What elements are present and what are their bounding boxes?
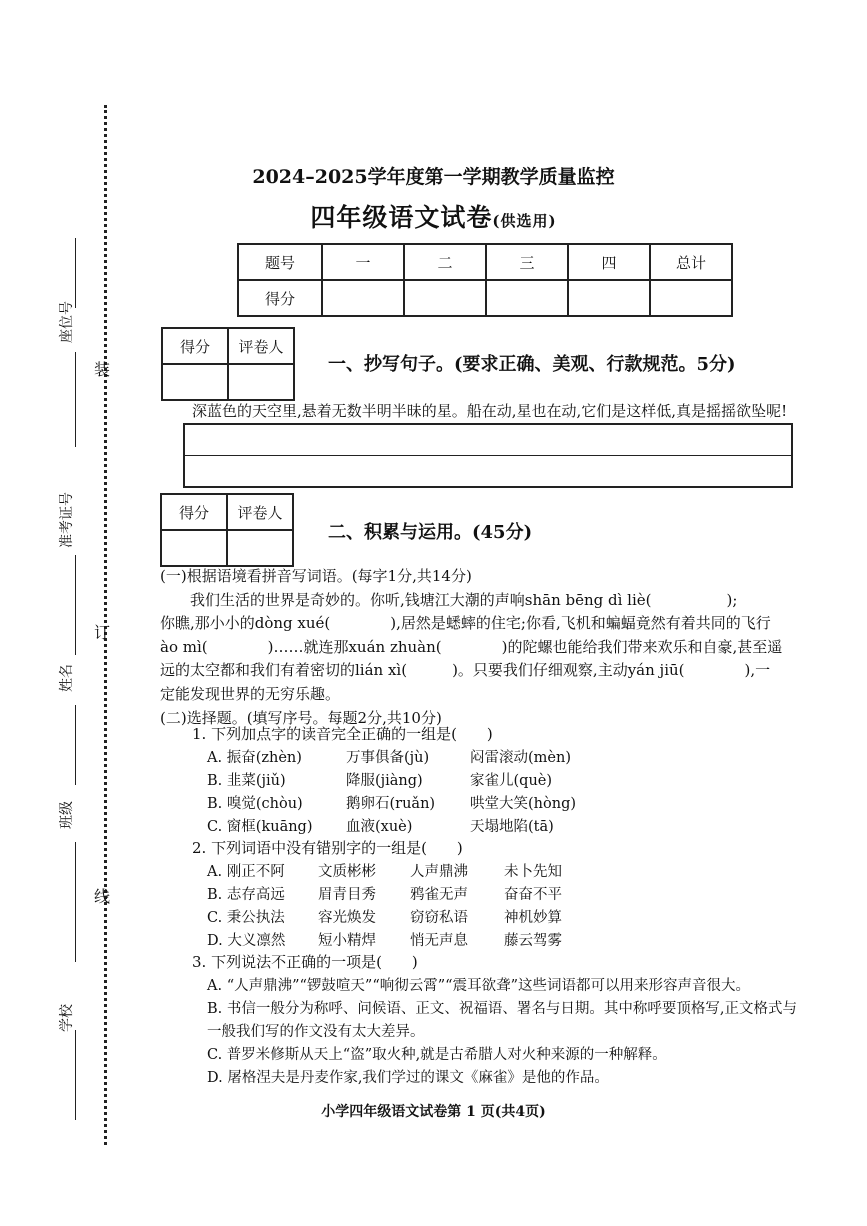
q2-option: 短小精焊 (318, 933, 376, 949)
q2-option: D. 大义凛然 (207, 933, 286, 949)
q1-option: 哄堂大笑(hòng) (470, 796, 577, 812)
part1-line: ào mì( )……就连那xuán zhuàn( )的陀螺也能给我们带来欢乐和自豪,甚至遥 (160, 637, 783, 656)
score-table-value-row (238, 280, 732, 316)
q3-option: A. “人声鼎沸”“锣鼓喧天”“响彻云霄”“震耳欲聋”这些词语都可以用来形容声音很大。 (207, 978, 750, 994)
q1-option: C. 窗框(kuāng) (207, 819, 313, 835)
part1-title: (一)根据语境看拼音写词语。(每字1分,共14分) (160, 567, 472, 585)
page-footer: 小学四年级语文试卷第 1 页(共4页) (321, 1104, 546, 1120)
q2-option: 藤云驾雾 (504, 933, 562, 949)
score-input-q4[interactable] (568, 280, 650, 316)
q3-stem: 3. 下列说法不正确的一项是( ) (192, 953, 418, 971)
q2-option: 窃窃私语 (410, 910, 468, 926)
score-input-total[interactable] (650, 280, 732, 316)
grader-box-1 (161, 327, 295, 401)
exam-name: 四年级语文试卷(供选用) (310, 203, 557, 232)
seat-number-line-lower (75, 352, 76, 447)
grader-name-label: 评卷人 (228, 328, 294, 364)
q1-option: 闷雷滚动(mèn) (470, 750, 571, 766)
grader-box-2 (160, 493, 294, 567)
q1-option: 鹅卵石(ruǎn) (346, 796, 436, 812)
copy-box-divider (185, 455, 791, 456)
name-label: 姓名 (59, 664, 75, 692)
score-table-header-row (238, 244, 732, 280)
score-table (237, 243, 733, 317)
q2-option: 容光焕发 (318, 910, 376, 926)
seat-number-label: 座位号 (59, 301, 75, 343)
q2-option: 文质彬彬 (318, 864, 376, 880)
class-label: 班级 (59, 801, 75, 829)
q1-option: 万事俱备(jù) (346, 750, 430, 766)
q1-stem: 1. 下列加点字的读音完全正确的一组是( ) (192, 725, 493, 743)
q1-option: B. 嗅觉(chòu) (207, 796, 303, 812)
q3-option-cont: 一般我们写的作文没有太大差异。 (207, 1024, 425, 1040)
score-cell-q3: 三 (486, 244, 568, 280)
q1-option: 降服(jiàng) (346, 773, 423, 789)
binding-char-ding: 订 (94, 623, 111, 642)
part1-line: 远的太空都和我们有着密切的lián xì( )。只要我们仔细观察,主动yán jiū( ),一 (160, 661, 771, 680)
grader-name-input[interactable] (228, 364, 294, 400)
q2-option: 眉青目秀 (318, 887, 376, 903)
q2-option: 鸦雀无声 (410, 887, 468, 903)
section2-part1 (160, 565, 792, 730)
exam-note: (供选用) (492, 212, 557, 230)
score-cell-q1: 一 (322, 244, 404, 280)
q3-option: D. 屠格涅夫是丹麦作家,我们学过的课文《麻雀》是他的作品。 (207, 1070, 609, 1086)
q2-option: 悄无声息 (410, 933, 468, 949)
q2-option: 奋奋不平 (504, 887, 562, 903)
q1-option: 天塌地陷(tā) (470, 819, 554, 835)
grader-name-input[interactable] (227, 530, 293, 566)
score-input-q2[interactable] (404, 280, 486, 316)
score-cell-total: 总计 (650, 244, 732, 280)
q2-option: A. 刚正不阿 (207, 864, 285, 880)
section2-title: 二、积累与运用。(45分) (328, 522, 533, 543)
score-input-q3[interactable] (486, 280, 568, 316)
grader-name-label: 评卷人 (227, 494, 293, 530)
score-input-q1[interactable] (322, 280, 404, 316)
section1-title: 一、抄写句子。(要求正确、美观、行款规范。5分) (328, 354, 736, 375)
grader-score-label: 得分 (161, 494, 227, 530)
score-cell-header: 题号 (238, 244, 322, 280)
binding-char-xian: 线 (94, 887, 111, 906)
seat-number-line[interactable] (75, 238, 76, 308)
q1-option: 血液(xuè) (346, 819, 413, 835)
school-label: 学校 (59, 1004, 75, 1032)
q3-option: C. 普罗米修斯从天上“盗”取火种,就是古希腊人对火种来源的一种解释。 (207, 1047, 667, 1063)
q2-option: 人声鼎沸 (410, 864, 468, 880)
part2-title: (二)选择题。(填写序号。每题2分,共10分) (160, 708, 442, 727)
score-cell-q2: 二 (404, 244, 486, 280)
q1-option: 家雀儿(què) (470, 773, 553, 789)
q2-stem: 2. 下列词语中没有错别字的一组是( ) (192, 839, 463, 857)
class-line[interactable] (75, 842, 76, 962)
q2-option: 未卜先知 (504, 864, 562, 880)
section1-sentence: 深蓝色的天空里,悬着无数半明半昧的星。船在动,星也在动,它们是这样低,真是摇摇欲坠呢! (192, 402, 788, 420)
binding-char-zhuang: 装 (94, 360, 111, 379)
q2-option: C. 秉公执法 (207, 910, 285, 926)
q1-option: B. 韭菜(jiǔ) (207, 773, 286, 789)
part1-line: 定能发现世界的无穷乐趣。 (160, 684, 341, 703)
copy-writing-box[interactable] (183, 423, 793, 488)
exam-title: 2024–2025学年度第一学期教学质量监控 (252, 166, 615, 188)
name-line[interactable] (75, 705, 76, 785)
q2-option: B. 志存高远 (207, 887, 285, 903)
part1-line: 你瞧,那小小的dòng xué( ),居然是蟋蟀的住宅;你看,飞机和蝙蝠竟然有着共同的飞行 (160, 614, 771, 633)
grader-score-input[interactable] (161, 530, 227, 566)
score-cell-label: 得分 (238, 280, 322, 316)
score-cell-q4: 四 (568, 244, 650, 280)
grader-score-input[interactable] (162, 364, 228, 400)
q2-option: 神机妙算 (504, 910, 562, 926)
q3-option: B. 书信一般分为称呼、问候语、正文、祝福语、署名与日期。其中称呼要顶格写,正文格式与 (207, 1001, 797, 1017)
grader-score-label: 得分 (162, 328, 228, 364)
exam-id-label: 准考证号 (59, 492, 75, 548)
exam-id-line[interactable] (75, 555, 76, 655)
q1-option: A. 振奋(zhèn) (207, 750, 302, 766)
part1-line: 我们生活的世界是奇妙的。你听,钱塘江大潮的声响shān bēng dì liè( ); (190, 590, 738, 609)
